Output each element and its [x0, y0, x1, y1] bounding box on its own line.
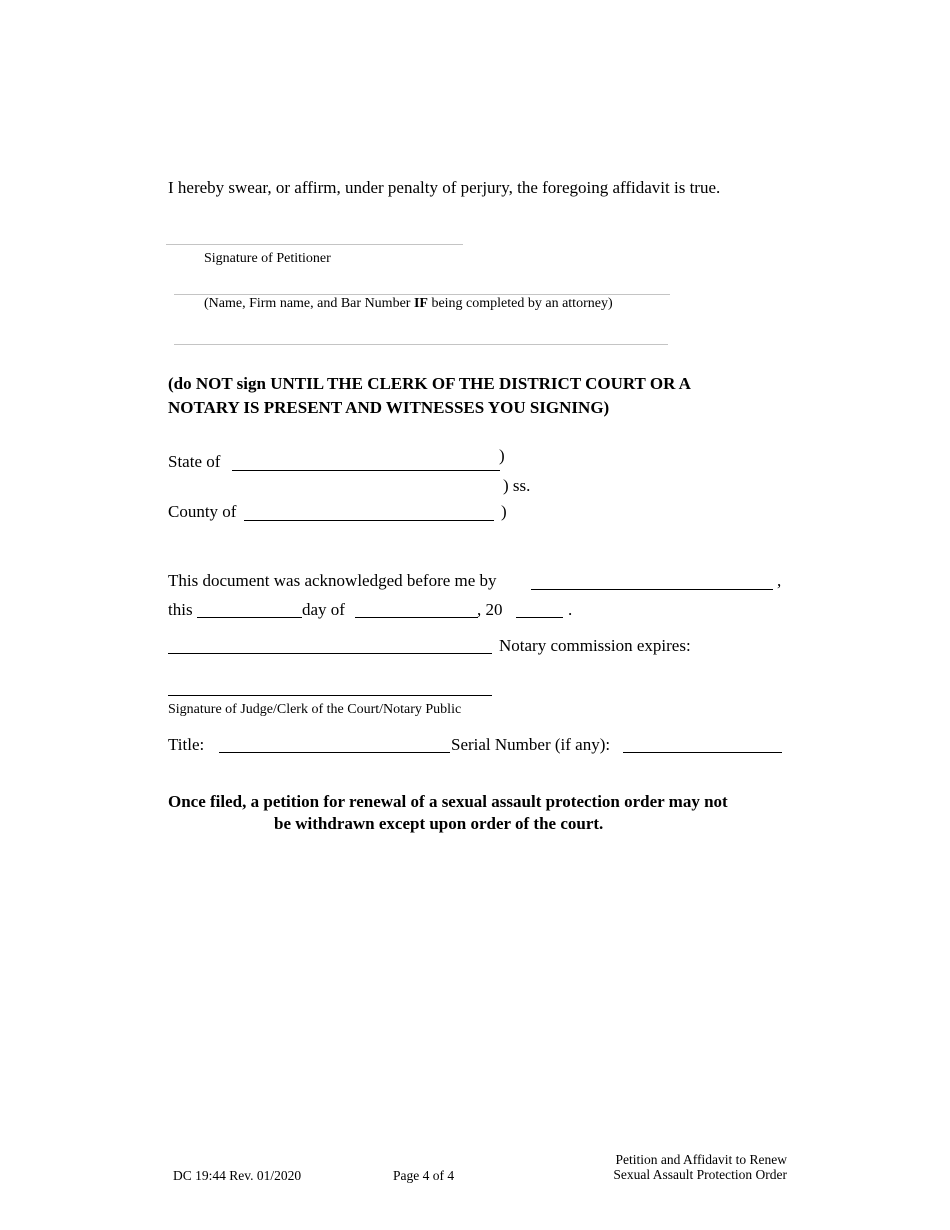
state-paren: ) — [499, 446, 505, 465]
serial-number-label: Serial Number (if any): — [451, 735, 611, 754]
acknowledged-by-label: This document was acknowledged before me by — [168, 571, 497, 590]
signing-warning-line-2: NOTARY IS PRESENT AND WITNESSES YOU SIGNING) — [168, 398, 610, 417]
footer-page-number: Page 4 of 4 — [393, 1168, 455, 1183]
county-paren: ) — [501, 502, 507, 521]
signing-warning-line-1: (do NOT sign UNTIL THE CLERK OF THE DISTRICT COURT OR A — [168, 374, 691, 393]
petitioner-signature-line[interactable] — [166, 244, 463, 245]
footer-title-line-2: Sexual Assault Protection Order — [613, 1167, 787, 1182]
withdrawal-notice-line-2: be withdrawn except upon order of the court. — [274, 814, 604, 833]
commission-expires-label: Notary commission expires: — [499, 636, 691, 655]
footer-form-id: DC 19:44 Rev. 01/2020 — [173, 1168, 302, 1183]
state-of-field[interactable] — [232, 470, 500, 471]
month-field[interactable] — [355, 617, 478, 618]
acknowledged-comma: , — [777, 571, 782, 590]
county-of-label: County of — [168, 502, 237, 521]
withdrawal-notice-line-1: Once filed, a petition for renewal of a sexual assault protection order may not — [168, 792, 728, 811]
year-prefix: , 20 — [477, 600, 503, 619]
footer-form-title — [613, 1152, 787, 1183]
county-of-field[interactable] — [244, 520, 494, 521]
ss-marker: ) ss. — [503, 476, 531, 495]
day-field[interactable] — [197, 617, 302, 618]
attorney-info-label: (Name, Firm name, and Bar Number IF being completed by an attorney) — [204, 296, 613, 311]
acknowledged-by-field[interactable] — [531, 589, 773, 590]
title-field[interactable] — [219, 752, 450, 753]
title-label: Title: — [168, 735, 205, 754]
attorney-info-line[interactable] — [174, 294, 670, 295]
petitioner-signature-label: Signature of Petitioner — [204, 251, 331, 266]
footer-title-line-1: Petition and Affidavit to Renew — [615, 1152, 787, 1167]
day-of-label: day of — [302, 600, 345, 619]
year-field[interactable] — [516, 617, 563, 618]
this-label: this — [168, 600, 193, 619]
commission-expiry-field[interactable] — [168, 653, 492, 654]
date-period: . — [568, 600, 573, 619]
notary-signature-field[interactable] — [168, 695, 492, 696]
attorney-info-line-2[interactable] — [174, 344, 668, 345]
state-of-label: State of — [168, 452, 221, 471]
notary-signature-label: Signature of Judge/Clerk of the Court/Notary Public — [168, 702, 462, 717]
affirmation-statement: I hereby swear, or affirm, under penalty of perjury, the foregoing affidavit is true. — [168, 178, 721, 197]
serial-number-field[interactable] — [623, 752, 782, 753]
attorney-if-emphasis: IF — [413, 296, 428, 311]
